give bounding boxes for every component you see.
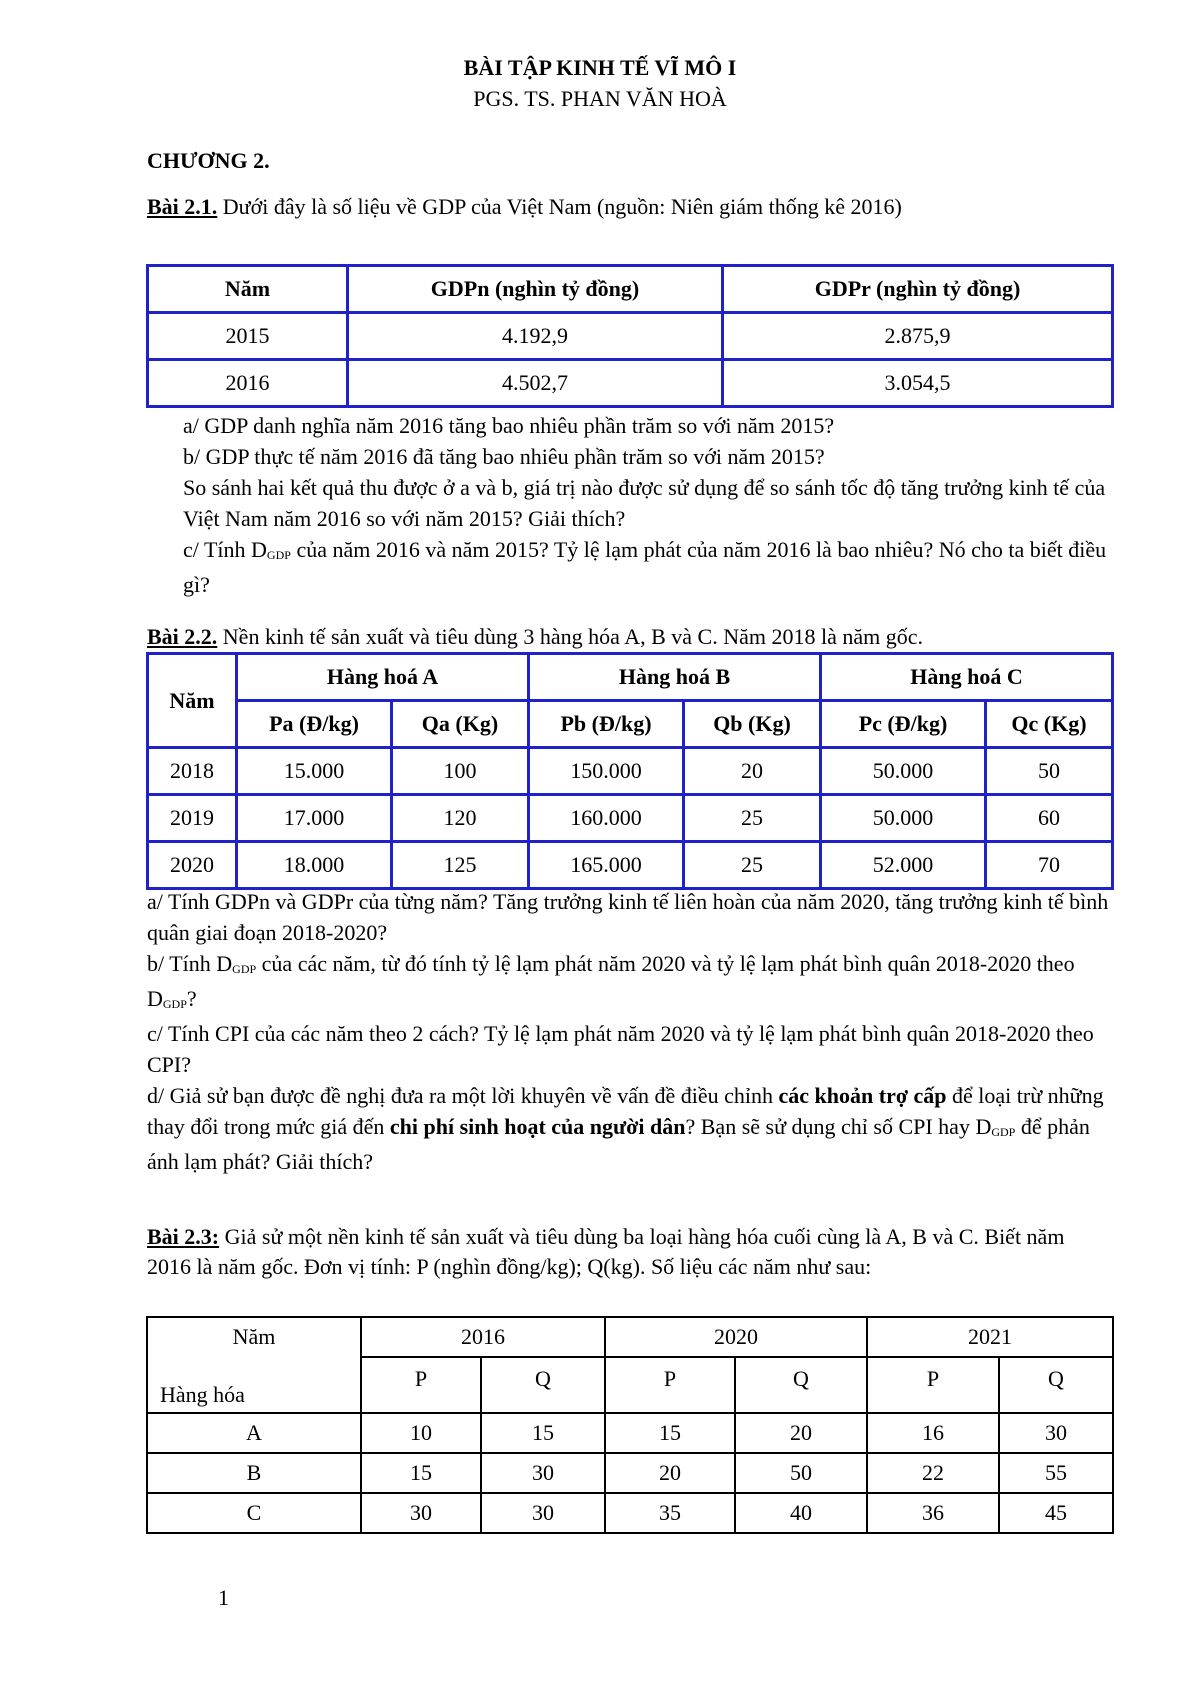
table-cell: 22 <box>867 1453 999 1493</box>
ex3-corner-cell <box>147 1317 361 1413</box>
table-cell: 50.000 <box>821 748 986 795</box>
table-row <box>147 1453 1113 1493</box>
ex3-intro <box>147 1222 1112 1282</box>
text-span: b/ Tính D <box>147 951 233 976</box>
table-cell: 15 <box>361 1453 481 1493</box>
ex1-intro <box>147 191 1112 222</box>
table-cell: C <box>147 1493 361 1533</box>
ex2-group-a: Hàng hoá A <box>237 654 529 701</box>
table-cell: 18.000 <box>237 842 392 889</box>
ex2-intro-text: Nền kinh tế sản xuất và tiêu dùng 3 hàng hóa A, B và C. Năm 2018 là năm gốc. <box>217 624 923 649</box>
table-header-row <box>147 1317 1113 1357</box>
table-cell: 16 <box>867 1413 999 1453</box>
text-span: c/ Tính D <box>183 537 267 562</box>
ex1-question-b: b/ GDP thực tế năm 2016 đã tăng bao nhiêu phần trăm so với năm 2015? <box>183 444 825 469</box>
ex3-col-p: P <box>867 1357 999 1413</box>
ex1-label: Bài 2.1. <box>147 194 218 219</box>
ex3-year: 2021 <box>867 1317 1113 1357</box>
document-title: BÀI TẬP KINH TẾ VĨ MÔ I <box>463 55 737 80</box>
ex3-intro-text: Giả sử một nền kinh tế sản xuất và tiêu dùng ba loại hàng hóa cuối cùng là A, B và C. Biết năm 2016 là năm gốc. Đơn vị tính: P (nghìn đồng/kg); Q(kg). Số liệu các năm như sau: <box>147 1224 1065 1279</box>
table-cell: 4.502,7 <box>348 360 723 407</box>
ex2-question-b <box>147 948 1112 1018</box>
text-span: để loại trừ những thay đổi trong mức giá đến <box>147 1083 1104 1139</box>
ex2-col-pb: Pb (Đ/kg) <box>529 701 684 748</box>
ex3-col-q: Q <box>735 1357 867 1413</box>
table-cell: 30 <box>481 1493 605 1533</box>
table-cell: 15 <box>481 1413 605 1453</box>
table-cell: 15.000 <box>237 748 392 795</box>
ex1-question-compare: So sánh hai kết quả thu được ở a và b, giá trị nào được sử dụng để so sánh tốc độ tăng trưởng kinh tế của Việt Nam năm 2016 so với năm 2015? Giải thích? <box>183 475 1106 531</box>
ex2-label: Bài 2.2. <box>147 624 218 649</box>
text-span: ? <box>186 986 197 1011</box>
subscript: GDP <box>232 962 257 976</box>
table-cell: 2015 <box>148 313 348 360</box>
table-cell: 35 <box>605 1493 735 1533</box>
table-row <box>148 795 1113 842</box>
table-cell: 45 <box>999 1493 1113 1533</box>
table-header-row <box>148 266 1113 313</box>
table-cell: 55 <box>999 1453 1113 1493</box>
ex3-col-p: P <box>361 1357 481 1413</box>
ex1-col-gdpr: GDPr (nghìn tỷ đồng) <box>723 266 1113 313</box>
table-cell: 36 <box>867 1493 999 1533</box>
ex1-col-year: Năm <box>148 266 348 313</box>
ex3-corner-bottom: Hàng hóa <box>160 1382 245 1407</box>
document-author: PGS. TS. PHAN VĂN HOÀ <box>473 86 727 111</box>
ex2-questions <box>147 886 1112 1177</box>
ex3-col-p: P <box>605 1357 735 1413</box>
ex2-intro <box>147 621 1112 652</box>
table-row <box>147 1413 1113 1453</box>
ex1-col-gdpn: GDPn (nghìn tỷ đồng) <box>348 266 723 313</box>
table-cell: 2016 <box>148 360 348 407</box>
table-cell: B <box>147 1453 361 1493</box>
table-cell: 50 <box>986 748 1113 795</box>
table-cell: 20 <box>735 1413 867 1453</box>
text-span: để phản ánh lạm phát? Giải thích? <box>147 1114 1090 1174</box>
table-cell: 3.054,5 <box>723 360 1113 407</box>
table-cell: 2019 <box>148 795 237 842</box>
ex2-group-b: Hàng hoá B <box>529 654 821 701</box>
table-cell: 125 <box>392 842 529 889</box>
ex3-col-q: Q <box>481 1357 605 1413</box>
table-row <box>147 1493 1113 1533</box>
ex2-group-c: Hàng hoá C <box>821 654 1113 701</box>
ex1-question-a: a/ GDP danh nghĩa năm 2016 tăng bao nhiêu phần trăm so với năm 2015? <box>183 413 835 438</box>
ex3-year: 2016 <box>361 1317 605 1357</box>
ex2-col-pc: Pc (Đ/kg) <box>821 701 986 748</box>
ex2-question-a: a/ Tính GDPn và GDPr của từng năm? Tăng trưởng kinh tế liên hoàn của năm 2020, tăng trưởng kinh tế bình quân giai đoạn 2018-2020? <box>147 889 1109 945</box>
table-cell: A <box>147 1413 361 1453</box>
table-cell: 25 <box>684 795 821 842</box>
table-row <box>148 313 1113 360</box>
ex2-table <box>146 652 1114 890</box>
table-cell: 50 <box>735 1453 867 1493</box>
ex1-table <box>146 264 1114 408</box>
ex2-col-qb: Qb (Kg) <box>684 701 821 748</box>
ex2-col-year: Năm <box>148 654 237 748</box>
text-span: ? Bạn sẽ sử dụng chỉ số CPI hay D <box>685 1114 992 1139</box>
table-row <box>148 360 1113 407</box>
table-cell: 20 <box>684 748 821 795</box>
ex3-corner-top: Năm <box>232 1324 276 1349</box>
table-cell: 4.192,9 <box>348 313 723 360</box>
subscript: GDP <box>266 548 291 562</box>
table-subheader-row <box>148 701 1113 748</box>
bold-span: các khoản trợ cấp <box>778 1083 947 1108</box>
table-cell: 20 <box>605 1453 735 1493</box>
table-cell: 70 <box>986 842 1113 889</box>
ex2-col-pa: Pa (Đ/kg) <box>237 701 392 748</box>
ex3-year: 2020 <box>605 1317 867 1357</box>
table-cell: 15 <box>605 1413 735 1453</box>
chapter-heading: CHƯƠNG 2. <box>147 148 270 173</box>
table-cell: 150.000 <box>529 748 684 795</box>
ex1-intro-text: Dưới đây là số liệu về GDP của Việt Nam (nguồn: Niên giám thống kê 2016) <box>217 194 902 219</box>
ex3-table <box>146 1316 1114 1534</box>
table-cell: 100 <box>392 748 529 795</box>
table-cell: 160.000 <box>529 795 684 842</box>
table-cell: 17.000 <box>237 795 392 842</box>
ex2-question-d <box>147 1080 1112 1177</box>
text-span: d/ Giả sử bạn được đề nghị đưa ra một lời khuyên về vấn đề điều chỉnh <box>147 1083 779 1108</box>
ex2-col-qc: Qc (Kg) <box>986 701 1113 748</box>
ex3-label: Bài 2.3: <box>147 1224 220 1249</box>
table-cell: 120 <box>392 795 529 842</box>
ex1-question-c <box>183 534 1112 600</box>
table-row <box>148 842 1113 889</box>
ex2-col-qa: Qa (Kg) <box>392 701 529 748</box>
subscript: GDP <box>162 997 187 1011</box>
text-span: của năm 2016 và năm 2015? Tỷ lệ lạm phát của năm 2016 là bao nhiêu? Nó cho ta biết điều gì? <box>183 537 1107 597</box>
table-cell: 2.875,9 <box>723 313 1113 360</box>
table-cell: 50.000 <box>821 795 986 842</box>
table-header-row <box>148 654 1113 701</box>
table-cell: 10 <box>361 1413 481 1453</box>
table-cell: 25 <box>684 842 821 889</box>
table-cell: 40 <box>735 1493 867 1533</box>
page-number: 1 <box>218 1585 229 1610</box>
ex2-question-c: c/ Tính CPI của các năm theo 2 cách? Tỷ lệ lạm phát năm 2020 và tỷ lệ lạm phát bình quân 2018-2020 theo CPI? <box>147 1021 1094 1077</box>
table-cell: 60 <box>986 795 1113 842</box>
table-cell: 30 <box>481 1453 605 1493</box>
text-span: của các năm, từ đó tính tỷ lệ lạm phát năm 2020 và tỷ lệ lạm phát bình quân 2018-2020 theo D <box>147 951 1075 1011</box>
table-row <box>148 748 1113 795</box>
subscript: GDP <box>991 1125 1016 1139</box>
table-cell: 30 <box>361 1493 481 1533</box>
ex3-col-q: Q <box>999 1357 1113 1413</box>
table-cell: 52.000 <box>821 842 986 889</box>
table-cell: 2018 <box>148 748 237 795</box>
table-cell: 2020 <box>148 842 237 889</box>
table-cell: 165.000 <box>529 842 684 889</box>
ex1-questions <box>183 410 1112 600</box>
bold-span: chi phí sinh hoạt của người dân <box>389 1114 686 1139</box>
table-cell: 30 <box>999 1413 1113 1453</box>
